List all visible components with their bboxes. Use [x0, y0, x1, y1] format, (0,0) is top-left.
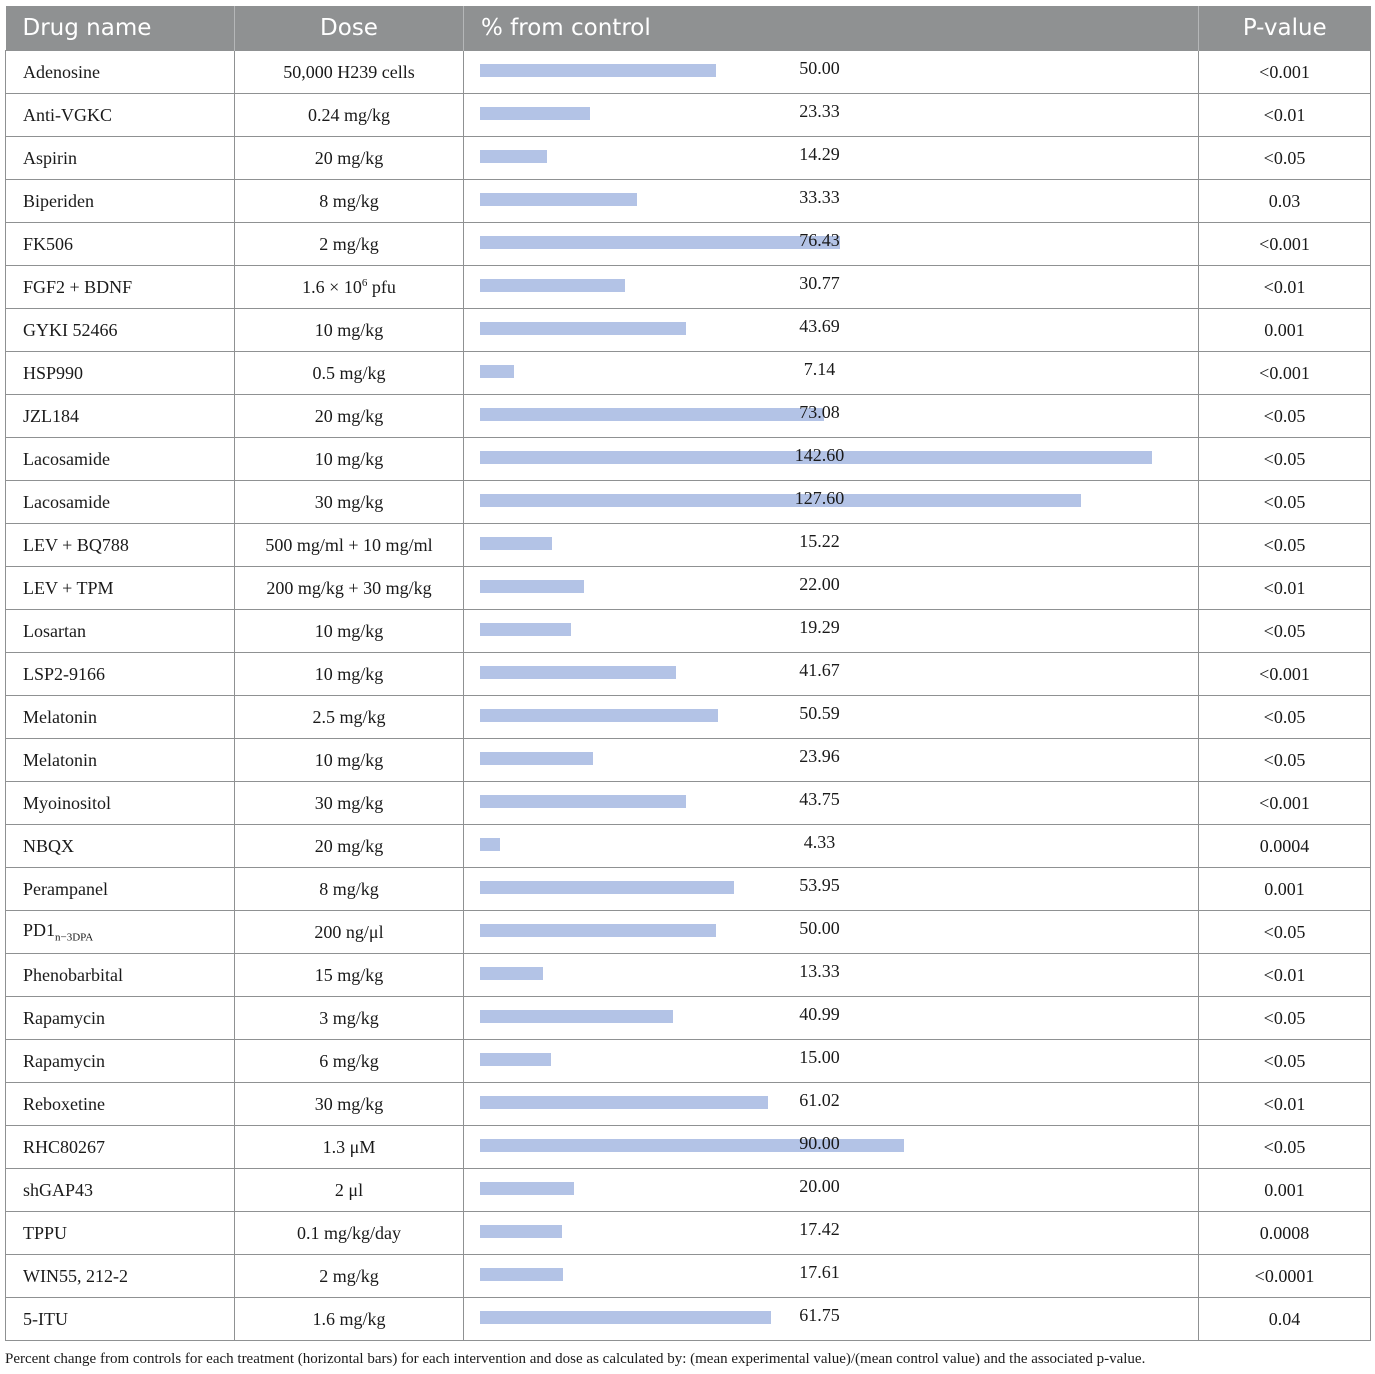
percent-cell — [464, 395, 1199, 438]
percent-cell — [464, 94, 1199, 137]
drug-name-cell: 5-ITU — [6, 1298, 235, 1341]
drug-name-cell: Melatonin — [6, 696, 235, 739]
percent-label: 142.60 — [794, 445, 845, 465]
percent-label: 23.96 — [799, 746, 840, 766]
drug-name-cell: RHC80267 — [6, 1126, 235, 1169]
dose-cell: $1.6 \times 10^6$ pfu — [235, 266, 464, 309]
drug-name-cell: Myoinositol — [6, 782, 235, 825]
table-body — [6, 51, 1371, 1341]
percent-label: 17.61 — [799, 1262, 840, 1282]
dose-cell: 30 mg/kg — [235, 1083, 464, 1126]
percent-label: 76.43 — [799, 230, 840, 250]
percent-cell — [464, 1298, 1199, 1341]
drug-table — [5, 6, 1371, 1341]
dose-cell: 500 mg/ml + 10 mg/ml — [235, 524, 464, 567]
dose-superscript: 6 — [361, 276, 368, 289]
dose-cell: 2.5 mg/kg — [235, 696, 464, 739]
table-row — [6, 1212, 1371, 1255]
percent-label: 33.33 — [799, 187, 840, 207]
percent-cell — [464, 782, 1199, 825]
percent-cell — [464, 997, 1199, 1040]
p-value-cell: <0.01 — [1199, 954, 1371, 997]
dose-cell: 10 mg/kg — [235, 610, 464, 653]
percent-label: 15.22 — [799, 531, 840, 551]
dose-cell: 10 mg/kg — [235, 739, 464, 782]
drug-name-cell: GYKI 52466 — [6, 309, 235, 352]
percent-label: 50.00 — [799, 918, 840, 938]
dose-cell: 50,000 H239 cells — [235, 51, 464, 94]
table-row — [6, 352, 1371, 395]
p-value-cell: <0.01 — [1199, 1083, 1371, 1126]
table-row — [6, 1126, 1371, 1169]
drug-name-cell: LEV + BQ788 — [6, 524, 235, 567]
header-drug-name: Drug name — [6, 6, 235, 51]
percent-cell — [464, 1212, 1199, 1255]
drug-name-cell: shGAP43 — [6, 1169, 235, 1212]
table-row — [6, 481, 1371, 524]
p-value-cell: <0.05 — [1199, 1126, 1371, 1169]
table-row — [6, 266, 1371, 309]
dose-cell: 10 mg/kg — [235, 438, 464, 481]
p-value-cell: 0.0004 — [1199, 825, 1371, 868]
dose-cell: 3 mg/kg — [235, 997, 464, 1040]
dose-cell: 6 mg/kg — [235, 1040, 464, 1083]
dose-cell: 20 mg/kg — [235, 137, 464, 180]
percent-cell — [464, 610, 1199, 653]
drug-name-cell: Phenobarbital — [6, 954, 235, 997]
drug-name-cell: Biperiden — [6, 180, 235, 223]
p-value-cell: <0.05 — [1199, 137, 1371, 180]
table-row — [6, 438, 1371, 481]
percent-label: 41.67 — [799, 660, 840, 680]
percent-label: 90.00 — [799, 1133, 840, 1153]
percent-label: 19.29 — [799, 617, 840, 637]
p-value-cell: <0.001 — [1199, 51, 1371, 94]
dose-cell: 10 mg/kg — [235, 309, 464, 352]
table-row — [6, 997, 1371, 1040]
p-value-cell: <0.001 — [1199, 653, 1371, 696]
percent-label: 73.08 — [799, 402, 840, 422]
drug-name-cell: FK506 — [6, 223, 235, 266]
percent-label: 43.69 — [799, 316, 840, 336]
percent-cell — [464, 180, 1199, 223]
percent-label: 53.95 — [799, 875, 840, 895]
table-row — [6, 309, 1371, 352]
header-percent-from-control: % from control — [464, 6, 1199, 51]
percent-cell — [464, 266, 1199, 309]
percent-cell — [464, 1255, 1199, 1298]
percent-label: 43.75 — [799, 789, 840, 809]
p-value-cell: 0.04 — [1199, 1298, 1371, 1341]
p-value-cell: <0.05 — [1199, 911, 1371, 954]
table-row — [6, 1298, 1371, 1341]
drug-name-cell: Perampanel — [6, 868, 235, 911]
percent-label: 50.00 — [799, 58, 840, 78]
dose-cell: 200 ng/μl — [235, 911, 464, 954]
percent-label: 40.99 — [799, 1004, 840, 1024]
p-value-cell: <0.001 — [1199, 352, 1371, 395]
p-value-cell: <0.01 — [1199, 266, 1371, 309]
drug-name-cell: TPPU — [6, 1212, 235, 1255]
p-value-cell: <0.05 — [1199, 395, 1371, 438]
percent-cell — [464, 1040, 1199, 1083]
drug-name-cell: Reboxetine — [6, 1083, 235, 1126]
drug-name-cell: Anti-VGKC — [6, 94, 235, 137]
p-value-cell: <0.001 — [1199, 782, 1371, 825]
p-value-cell: <0.05 — [1199, 481, 1371, 524]
table-row — [6, 739, 1371, 782]
percent-cell — [464, 825, 1199, 868]
percent-label: 4.33 — [803, 832, 836, 852]
p-value-cell: <0.01 — [1199, 567, 1371, 610]
percent-cell — [464, 51, 1199, 94]
dose-cell: 20 mg/kg — [235, 395, 464, 438]
percent-label: 7.14 — [803, 359, 836, 379]
percent-cell — [464, 868, 1199, 911]
table-row — [6, 610, 1371, 653]
table-row — [6, 524, 1371, 567]
table-row — [6, 868, 1371, 911]
drug-name-cell: FGF2 + BDNF — [6, 266, 235, 309]
table-row — [6, 180, 1371, 223]
percent-label: 15.00 — [799, 1047, 840, 1067]
p-value-cell: <0.05 — [1199, 739, 1371, 782]
drug-name-cell: HSP990 — [6, 352, 235, 395]
drug-name-cell: Losartan — [6, 610, 235, 653]
table-row — [6, 223, 1371, 266]
dose-cell: 2 mg/kg — [235, 1255, 464, 1298]
drug-name-cell: Melatonin — [6, 739, 235, 782]
drug-name-subscript: n−3DPA — [55, 931, 94, 944]
table-row — [6, 782, 1371, 825]
table-row — [6, 94, 1371, 137]
dose-cell: 8 mg/kg — [235, 180, 464, 223]
p-value-cell: <0.05 — [1199, 997, 1371, 1040]
dose-cell: 15 mg/kg — [235, 954, 464, 997]
dose-cell: 10 mg/kg — [235, 653, 464, 696]
p-value-cell: 0.0008 — [1199, 1212, 1371, 1255]
p-value-cell: <0.05 — [1199, 438, 1371, 481]
percent-cell — [464, 954, 1199, 997]
dose-cell: 1.3 μM — [235, 1126, 464, 1169]
table-row — [6, 1040, 1371, 1083]
table-row — [6, 1083, 1371, 1126]
table-row — [6, 825, 1371, 868]
percent-label: 50.59 — [799, 703, 840, 723]
p-value-cell: <0.05 — [1199, 524, 1371, 567]
percent-label: 20.00 — [799, 1176, 840, 1196]
table-row — [6, 954, 1371, 997]
dose-cell: 8 mg/kg — [235, 868, 464, 911]
percent-cell — [464, 438, 1199, 481]
table-row — [6, 696, 1371, 739]
dose-cell: 30 mg/kg — [235, 481, 464, 524]
p-value-cell: 0.03 — [1199, 180, 1371, 223]
percent-label: 17.42 — [799, 1219, 840, 1239]
percent-cell — [464, 223, 1199, 266]
percent-cell — [464, 481, 1199, 524]
percent-label: 23.33 — [799, 101, 840, 121]
percent-cell — [464, 309, 1199, 352]
percent-cell — [464, 137, 1199, 180]
header-row — [6, 6, 1371, 51]
p-value-cell: <0.01 — [1199, 94, 1371, 137]
table-row — [6, 395, 1371, 438]
drug-name-cell: WIN55, 212-2 — [6, 1255, 235, 1298]
percent-cell — [464, 524, 1199, 567]
table-row — [6, 1255, 1371, 1298]
header-p-value: P-value — [1199, 6, 1371, 51]
drug-name-cell: Lacosamide — [6, 481, 235, 524]
table-row — [6, 1169, 1371, 1212]
percent-label: 22.00 — [799, 574, 840, 594]
p-value-cell: <0.0001 — [1199, 1255, 1371, 1298]
drug-name-cell: JZL184 — [6, 395, 235, 438]
drug-name-cell: Adenosine — [6, 51, 235, 94]
drug-name-cell: Rapamycin — [6, 1040, 235, 1083]
dose-cell: 0.24 mg/kg — [235, 94, 464, 137]
percent-cell — [464, 739, 1199, 782]
percent-cell — [464, 696, 1199, 739]
percent-cell — [464, 653, 1199, 696]
percent-label: 30.77 — [799, 273, 840, 293]
percent-cell — [464, 911, 1199, 954]
percent-label: 13.33 — [799, 961, 840, 981]
table-row — [6, 137, 1371, 180]
table-row — [6, 911, 1371, 954]
table-caption: Percent change from controls for each treatment (horizontal bars) for each intervention and dose as calculated by: (mean experimental value)/(mean control value) and the associated p-value. — [5, 1351, 1146, 1367]
header-dose: Dose — [235, 6, 464, 51]
dose-cell: 20 mg/kg — [235, 825, 464, 868]
percent-label: 61.02 — [799, 1090, 840, 1110]
drug-name-cell: Rapamycin — [6, 997, 235, 1040]
dose-cell: 1.6 mg/kg — [235, 1298, 464, 1341]
percent-cell — [464, 352, 1199, 395]
drug-name-cell: NBQX — [6, 825, 235, 868]
table-row — [6, 653, 1371, 696]
dose-cell: 30 mg/kg — [235, 782, 464, 825]
drug-name-cell: LEV + TPM — [6, 567, 235, 610]
percent-cell — [464, 1126, 1199, 1169]
p-value-cell: <0.001 — [1199, 223, 1371, 266]
dose-cell: 2 μl — [235, 1169, 464, 1212]
percent-label: 127.60 — [794, 488, 845, 508]
percent-cell — [464, 567, 1199, 610]
drug-name-cell: $PD1_{n-3DPA}$ — [6, 911, 235, 954]
percent-label: 61.75 — [799, 1305, 840, 1325]
p-value-cell: 0.001 — [1199, 1169, 1371, 1212]
p-value-cell: <0.05 — [1199, 1040, 1371, 1083]
dose-cell: 0.5 mg/kg — [235, 352, 464, 395]
drug-name-cell: LSP2-9166 — [6, 653, 235, 696]
p-value-cell: <0.05 — [1199, 610, 1371, 653]
dose-cell: 2 mg/kg — [235, 223, 464, 266]
percent-cell — [464, 1083, 1199, 1126]
dose-cell: 200 mg/kg + 30 mg/kg — [235, 567, 464, 610]
percent-label: 14.29 — [799, 144, 840, 164]
drug-name-cell: Lacosamide — [6, 438, 235, 481]
table-row — [6, 51, 1371, 94]
p-value-cell: 0.001 — [1199, 868, 1371, 911]
drug-name-cell: Aspirin — [6, 137, 235, 180]
percent-cell — [464, 1169, 1199, 1212]
dose-cell: 0.1 mg/kg/day — [235, 1212, 464, 1255]
table-row — [6, 567, 1371, 610]
p-value-cell: 0.001 — [1199, 309, 1371, 352]
p-value-cell: <0.05 — [1199, 696, 1371, 739]
